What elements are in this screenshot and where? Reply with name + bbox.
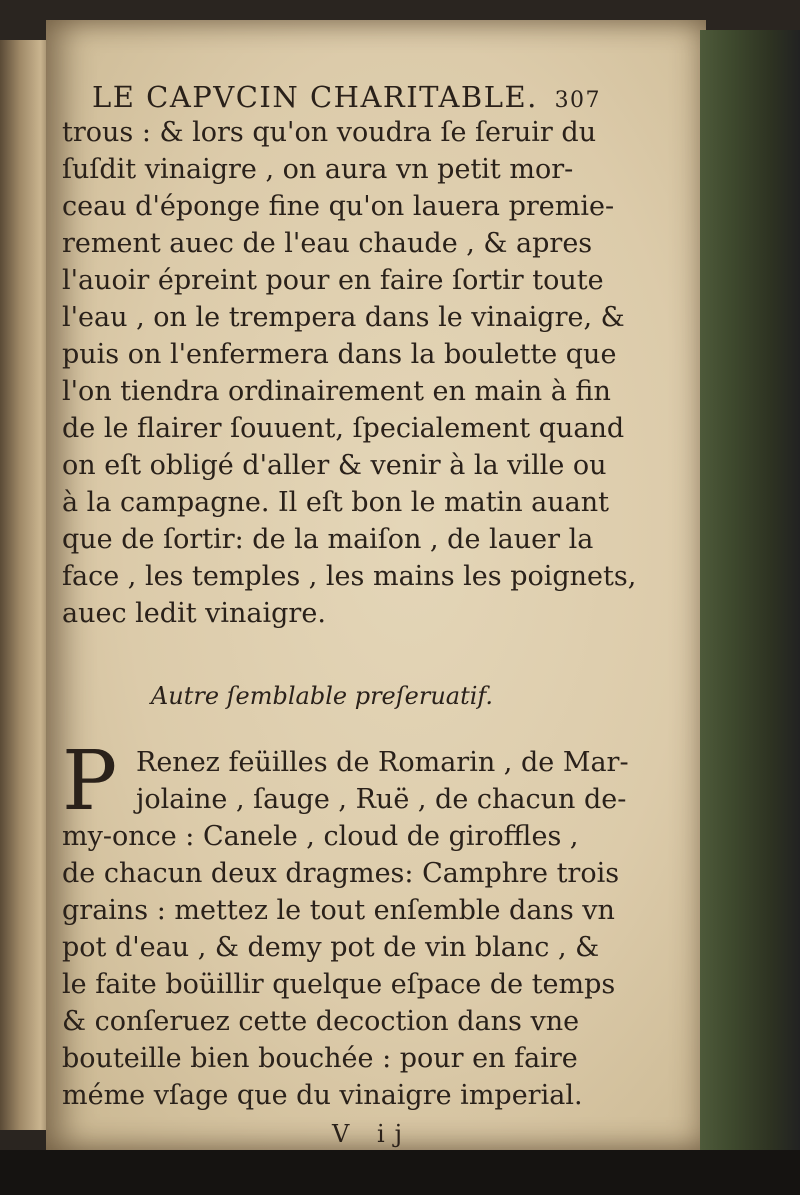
text-line: de le flairer ſouuent, ſpecialement quand bbox=[62, 413, 625, 444]
drop-cap: P bbox=[62, 734, 118, 829]
text-line: my-once : Canele , cloud de giroffles , bbox=[62, 821, 579, 852]
text-line: puis on l'enfermera dans la boulette que bbox=[62, 339, 617, 370]
running-head bbox=[92, 80, 602, 114]
text-line: Renez feüilles de Romarin , de Mar- bbox=[136, 747, 629, 778]
page-number: 307 bbox=[554, 88, 602, 113]
paragraph-2 bbox=[62, 818, 620, 1114]
text-line: l'auoir épreint pour en faire ſortir toute bbox=[62, 265, 604, 296]
text-line: que de ſortir: de la maiſon , de lauer la bbox=[62, 524, 594, 555]
text-line: auec ledit vinaigre. bbox=[62, 598, 326, 629]
signature-mark: V ij bbox=[332, 1120, 413, 1148]
page-text bbox=[62, 80, 637, 1148]
paragraph-2-indented bbox=[62, 734, 629, 829]
text-line: pot d'eau , & demy pot de vin blanc , & bbox=[62, 932, 600, 963]
text-line: on eſt obligé d'aller & venir à la ville ou bbox=[62, 450, 607, 481]
text-line: ceau d'éponge fine qu'on lauera premie- bbox=[62, 191, 615, 222]
binding-edge bbox=[700, 30, 800, 1160]
text-line: méme vſage que du vinaigre imperial. bbox=[62, 1080, 583, 1111]
text-line: jolaine , ſauge , Ruë , de chacun de- bbox=[136, 784, 627, 815]
recipe-paragraph bbox=[62, 734, 629, 1114]
text-line: & conſeruez cette decoction dans vne bbox=[62, 1006, 580, 1037]
text-line: face , les temples , les mains les poignets, bbox=[62, 561, 637, 592]
running-head-title: LE CAPVCIN CHARITABLE. bbox=[92, 80, 538, 114]
text-line: l'on tiendra ordinairement en main à fin bbox=[62, 376, 611, 407]
section-subtitle: Autre ſemblable preſeruatif. bbox=[150, 682, 494, 710]
text-line: rement auec de l'eau chaude , & apres bbox=[62, 228, 593, 259]
text-line: bouteille bien bouchée : pour en faire bbox=[62, 1043, 578, 1074]
text-line: de chacun deux dragmes: Camphre trois bbox=[62, 858, 620, 889]
text-line: ſuſdit vinaigre , on aura vn petit mor- bbox=[62, 154, 574, 185]
text-line: l'eau , on le trempera dans le vinaigre, & bbox=[62, 302, 625, 333]
text-line: le faite boüillir quelque eſpace de temps bbox=[62, 969, 616, 1000]
text-line: à la campagne. Il eſt bon le matin auant bbox=[62, 487, 609, 518]
text-line: grains : mettez le tout enſemble dans vn bbox=[62, 895, 615, 926]
text-line: trous : & lors qu'on voudra ſe ſeruir du bbox=[62, 117, 597, 148]
paragraph-1 bbox=[62, 114, 637, 632]
scan-bottom-border bbox=[0, 1150, 800, 1195]
